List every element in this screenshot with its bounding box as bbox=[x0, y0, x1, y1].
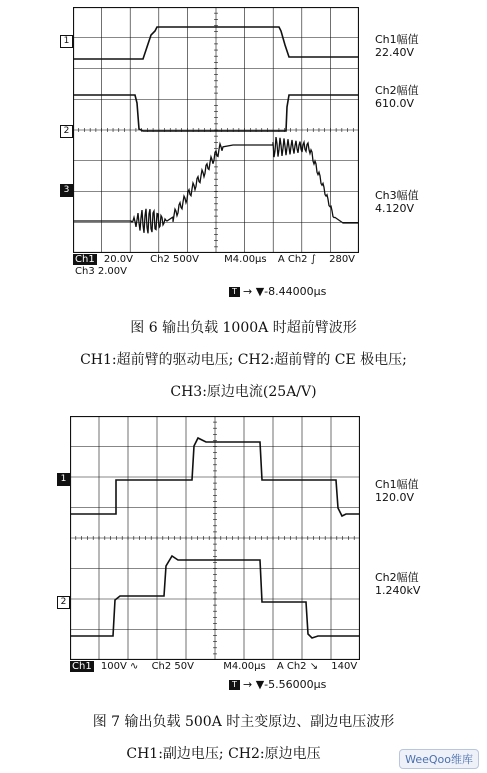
ch1-value: 22.40V bbox=[375, 46, 415, 59]
figure7-ch2-marker: 2 bbox=[57, 596, 70, 609]
figure6-caption-line3: CH3:原边电流(25A/V) bbox=[170, 384, 317, 400]
figure6-ch3-readout bbox=[375, 189, 419, 215]
figure7-trigger-offset: T → ▼-5.56000μs bbox=[229, 678, 326, 691]
figure6-ch2-readout bbox=[375, 84, 419, 110]
figure6-caption: 图 6 输出负载 1000A 时超前臂波形 bbox=[130, 320, 357, 336]
ch1-title: Ch1幅值 bbox=[375, 33, 419, 46]
trigger-source: A Ch2 ↘ bbox=[276, 661, 319, 672]
figure7-ch1-marker: 1 bbox=[57, 473, 70, 486]
ch1-scale: 20.0V bbox=[103, 254, 133, 265]
ch2-value: 610.0V bbox=[375, 97, 415, 110]
figure6-trigger-offset: T → ▼-8.44000μs bbox=[229, 285, 326, 298]
figure6-ch3-marker: 3 bbox=[60, 184, 73, 197]
ch2-value: 1.240kV bbox=[375, 584, 421, 597]
ch2-scale: Ch2 500V bbox=[150, 254, 199, 265]
ch1-tag: Ch1 bbox=[72, 661, 92, 672]
figure6-status-line1 bbox=[73, 254, 355, 265]
ch1-title: Ch1幅值 bbox=[375, 478, 419, 491]
ch2-scale: Ch2 50V bbox=[151, 661, 194, 672]
figure7-status-line1 bbox=[70, 661, 357, 672]
timebase: M4.00μs bbox=[223, 661, 266, 672]
timebase: M4.00μs bbox=[224, 254, 267, 265]
figure7-caption: 图 7 输出负载 500A 时主变原边、副边电压波形 bbox=[92, 714, 395, 730]
ch3-value: 4.120V bbox=[375, 202, 415, 215]
figure6-status-line2: Ch3 2.00V bbox=[75, 266, 127, 277]
figure6-ch1-marker: 1 bbox=[60, 35, 73, 48]
ch2-title: Ch2幅值 bbox=[375, 571, 419, 584]
trigger-icon: T bbox=[229, 287, 240, 297]
trigger-icon: T bbox=[229, 680, 240, 690]
figure7-ch2-readout bbox=[375, 571, 420, 597]
trigger-source: A Ch2 ∫ bbox=[277, 254, 316, 265]
ch1-value: 120.0V bbox=[375, 491, 415, 504]
figure6-ch2-marker: 2 bbox=[60, 125, 73, 138]
ch2-title: Ch2幅值 bbox=[375, 84, 419, 97]
site-watermark: WeeQoo维库 bbox=[399, 749, 479, 769]
figure6-scope-grid bbox=[73, 7, 359, 253]
ch1-scale: 100V ∿ bbox=[100, 661, 139, 672]
figure7-scope-grid bbox=[70, 416, 360, 660]
trigger-level: 280V bbox=[329, 254, 356, 265]
trigger-level: 140V bbox=[331, 661, 358, 672]
figure6-caption-line2: CH1:超前臂的驱动电压; CH2:超前臂的 CE 极电压; bbox=[80, 352, 407, 368]
ch1-tag: Ch1 bbox=[75, 254, 95, 265]
figure7-ch1-readout bbox=[375, 478, 419, 504]
figure6-ch1-readout bbox=[375, 33, 419, 59]
figure7-caption-line2: CH1:副边电压; CH2:原边电压 bbox=[126, 746, 321, 762]
ch3-title: Ch3幅值 bbox=[375, 189, 419, 202]
